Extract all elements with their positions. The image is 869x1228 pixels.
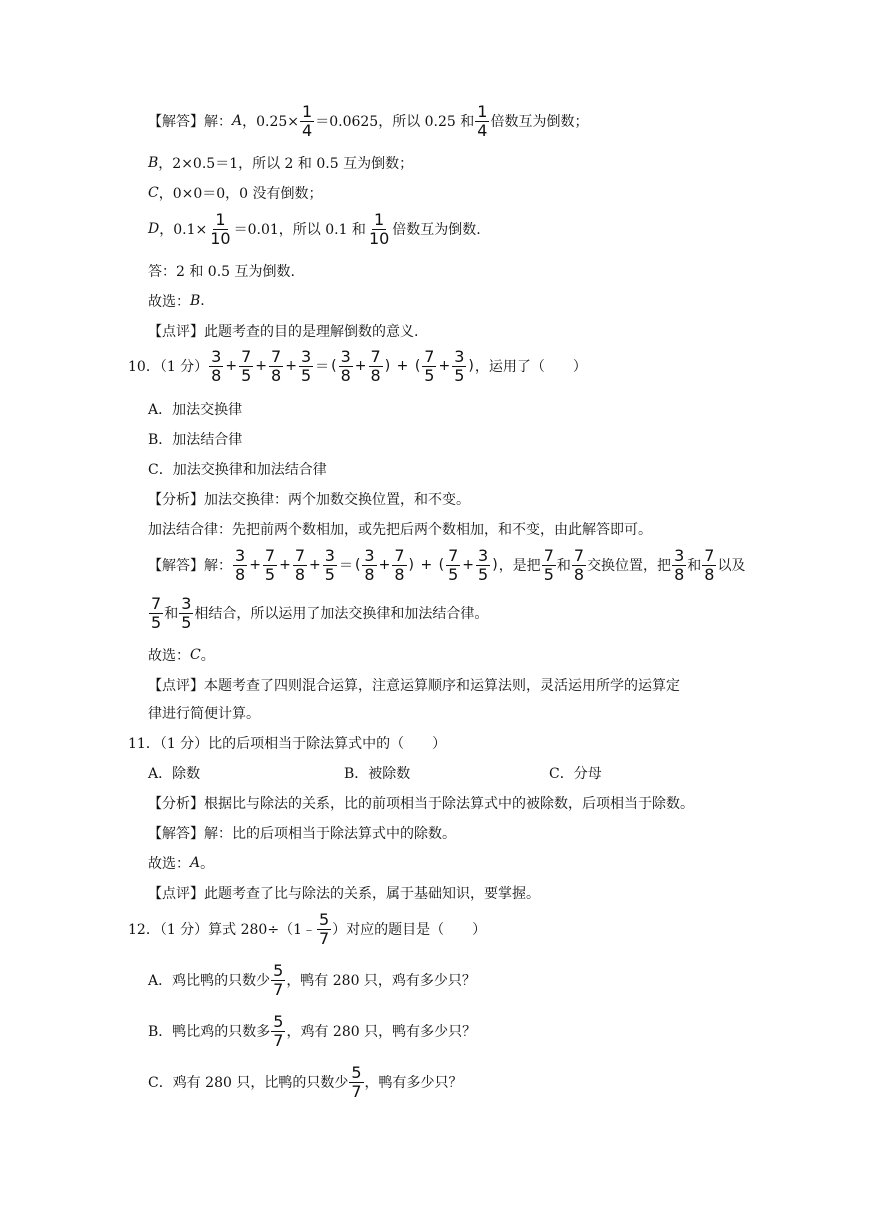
option-text: ，鸭有多少只？ — [364, 1075, 463, 1091]
paren: ) — [492, 557, 498, 573]
fraction-1-10: $\frac{1}{10}$ — [368, 209, 390, 248]
dianping-text: 律进行简便计算。 — [148, 706, 260, 722]
plus: + — [285, 358, 297, 374]
option-b-label: B — [148, 155, 159, 171]
q12-option-c — [148, 1059, 463, 1105]
jieda-label: 【解答】解： — [148, 114, 232, 130]
q11-fenxi — [148, 792, 694, 814]
q10-stem — [128, 343, 587, 389]
option-text: ，鸡有 280 只，鸭有多少只？ — [286, 1024, 477, 1040]
fraction-7-5: $\frac{7}{5}$ — [241, 346, 252, 385]
option-text: A．加法交换律 — [148, 402, 243, 418]
q10-jieda-line1 — [148, 542, 745, 588]
q10-guxuan — [148, 644, 215, 666]
jieda-label: 【解答】解： — [148, 558, 232, 574]
question-number: 10．（1 分） — [128, 359, 209, 375]
option-text: B．加法结合律 — [148, 432, 243, 448]
plus: + — [255, 358, 268, 374]
option-text: ，鸭有 280 只，鸡有多少只？ — [286, 973, 476, 989]
dianping-text: 【点评】本题考查了四则混合运算，注意运算顺序和运算法则，灵活运用所学的运算定 — [148, 678, 680, 694]
text: 和 — [687, 558, 702, 574]
q9-line-c — [148, 182, 323, 204]
fraction-7-8: $\frac{7}{8}$ — [370, 346, 381, 385]
guxuan-text: 故选： — [148, 648, 190, 664]
option-c-label: C — [148, 185, 159, 201]
fraction-7-5: $\frac{7}{5}$ — [448, 545, 459, 584]
text: 和 — [164, 606, 179, 622]
question-text: 11．（1 分）比的后项相当于除法算式中的（ ） — [128, 736, 447, 752]
q10-dianping-2 — [148, 702, 260, 724]
q10-fenxi-1 — [148, 488, 470, 510]
option-d-label: D — [148, 221, 160, 237]
text: ，0×0＝0，0 没有倒数； — [158, 186, 323, 202]
q10-dianping-1 — [148, 674, 680, 696]
fraction-7-8: $\frac{7}{8}$ — [294, 545, 306, 584]
fenxi-text: 【分析】根据比与除法的关系，比的前项相当于除法算式中的被除数，后项相当于除数。 — [148, 796, 694, 812]
q10-option-c — [148, 458, 327, 480]
q9-line-b — [148, 152, 413, 174]
option-c: C．分母 — [549, 766, 602, 782]
q10-jieda-line2 — [148, 590, 488, 636]
fraction-5-7: $\frac{5}{7}$ — [273, 1011, 284, 1050]
plus: + — [309, 557, 321, 573]
text: 相结合，所以运用了加法交换律和加法结合律。 — [194, 606, 489, 622]
text: 和 — [556, 558, 571, 574]
q11-options — [148, 762, 602, 784]
punct: 。 — [200, 856, 215, 872]
question-text: ）对应的题目是（ ） — [332, 922, 487, 938]
text: ，运用了（ ） — [474, 359, 587, 375]
text: ＝0.01，所以 0.1 和 — [233, 222, 366, 238]
equals: ＝ — [315, 359, 330, 375]
fraction-5-7: $\frac{5}{7}$ — [273, 960, 284, 999]
text: 倍数互为倒数. — [392, 222, 481, 238]
text: 倍数互为倒数； — [490, 114, 589, 130]
option-b: B．被除数 — [344, 766, 411, 782]
jieda-text: 【解答】解：比的后项相当于除法算式中的除数。 — [148, 826, 456, 842]
fraction-3-8: $\frac{3}{8}$ — [674, 545, 685, 584]
guxuan-choice: A — [190, 855, 201, 871]
text: ＝0.0625，所以 0.25 和 — [315, 114, 475, 130]
q10-fenxi-2 — [148, 518, 652, 540]
fraction-3-8: $\frac{3}{8}$ — [340, 346, 351, 385]
fraction-5-7: $\frac{5}{7}$ — [351, 1062, 362, 1101]
fraction-7-5: $\frac{7}{5}$ — [543, 545, 554, 584]
q9-dianping — [148, 320, 418, 342]
paren: ( — [331, 358, 337, 374]
q12-option-b — [148, 1008, 476, 1054]
fraction-5-7: $\frac{5}{7}$ — [318, 909, 330, 948]
text: ，0.1× — [159, 222, 208, 238]
fenxi-text: 【分析】加法交换律：两个加数交换位置，和不变。 — [148, 492, 470, 508]
plus: + — [225, 358, 238, 374]
fraction-3-5: $\frac{3}{5}$ — [478, 545, 489, 584]
fraction-3-5: $\frac{3}{5}$ — [454, 346, 465, 385]
text: ，是把 — [498, 558, 541, 574]
guxuan-text: 故选： — [148, 856, 190, 872]
guxuan-choice: B — [190, 293, 201, 309]
guxuan-choice: C — [190, 647, 201, 663]
paren: ( — [438, 557, 445, 573]
q9-line-d — [148, 206, 481, 252]
fraction-3-5: $\frac{3}{5}$ — [324, 545, 335, 584]
punct: . — [200, 293, 205, 309]
fraction-7-5: $\frac{7}{5}$ — [264, 545, 276, 584]
answer-text: 答：2 和 0.5 互为倒数. — [148, 264, 295, 280]
q11-dianping — [148, 882, 540, 904]
q9-guxuan — [148, 290, 205, 312]
option-text: B．鸭比鸡的只数多 — [148, 1024, 271, 1040]
fraction-3-8: $\frac{3}{8}$ — [235, 545, 246, 584]
paren: ) — [468, 358, 474, 374]
text: ，2×0.5＝1，所以 2 和 0.5 互为倒数； — [158, 156, 414, 172]
option-a: A．除数 — [148, 766, 201, 782]
fraction-3-8: $\frac{3}{8}$ — [211, 346, 222, 385]
text: 以及 — [717, 558, 746, 574]
fraction-7-5: $\frac{7}{5}$ — [151, 593, 162, 632]
plus: + — [354, 358, 367, 374]
plus: + — [462, 557, 475, 573]
q9-answer — [148, 260, 295, 282]
fenxi-text: 加法结合律：先把前两个数相加，或先把后两个数相加，和不变，由此解答即可。 — [148, 522, 652, 538]
dianping-text: 【点评】此题考查的目的是理解倒数的意义. — [148, 324, 419, 340]
paren: ) — [408, 557, 414, 573]
text: 交换位置，把 — [587, 558, 672, 574]
fraction-7-8: $\frac{7}{8}$ — [573, 545, 585, 584]
equals: ＝ — [338, 558, 353, 574]
q9-jieda-a-line — [148, 98, 588, 144]
fraction-7-8: $\frac{7}{8}$ — [394, 545, 405, 584]
plus: + — [392, 358, 413, 374]
q11-jieda — [148, 822, 456, 844]
fraction-7-8: $\frac{7}{8}$ — [704, 545, 715, 584]
question-text: 12．（1 分）算式 280÷（1﹣ — [128, 922, 316, 938]
option-text: C．加法交换律和加法结合律 — [148, 462, 327, 478]
punct: 。 — [200, 648, 215, 664]
fraction-1-4: $\frac{1}{4}$ — [477, 101, 488, 140]
fraction-3-8: $\frac{3}{8}$ — [364, 545, 375, 584]
fraction-3-5: $\frac{3}{5}$ — [181, 593, 192, 632]
plus: + — [249, 557, 261, 573]
option-text: A．鸡比鸭的只数少 — [148, 973, 271, 989]
option-a-label: A — [232, 113, 243, 129]
q10-option-b — [148, 428, 242, 450]
q12-stem — [128, 906, 486, 952]
paren: ( — [414, 358, 421, 374]
fraction-3-5: $\frac{3}{5}$ — [300, 346, 312, 385]
paren: ( — [354, 557, 361, 573]
option-text: C．鸡有 280 只，比鸭的只数少 — [148, 1075, 349, 1091]
plus: + — [279, 557, 291, 573]
guxuan-text: 故选： — [148, 294, 190, 310]
paren: ) — [384, 358, 391, 374]
plus: + — [378, 557, 391, 573]
q10-option-a — [148, 398, 242, 420]
dianping-text: 【点评】此题考查了比与除法的关系，属于基础知识，要掌握。 — [148, 886, 540, 902]
text: ，0.25× — [242, 114, 300, 130]
fraction-1-4: $\frac{1}{4}$ — [302, 101, 313, 140]
q11-guxuan — [148, 852, 214, 874]
q12-option-a — [148, 957, 476, 1003]
fraction-1-10: $\frac{1}{10}$ — [210, 209, 231, 248]
plus: + — [416, 557, 437, 573]
q11-stem — [128, 732, 446, 754]
fraction-7-8: $\frac{7}{8}$ — [271, 346, 282, 385]
fraction-7-5: $\frac{7}{5}$ — [424, 346, 435, 385]
plus: + — [438, 358, 451, 374]
